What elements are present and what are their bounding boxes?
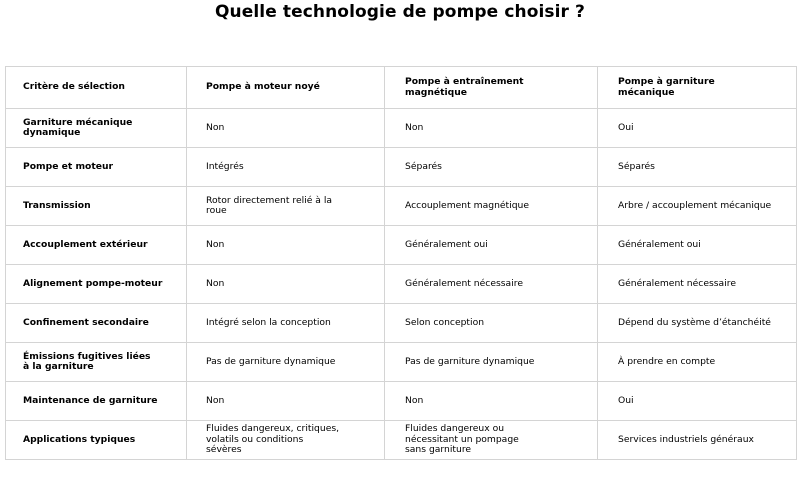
- table-cell: Pas de garniture dynamique: [187, 343, 385, 382]
- table-row: [6, 109, 797, 148]
- table-cell: Généralement nécessaire: [385, 265, 598, 304]
- table-row: [6, 226, 797, 265]
- table-cell: Arbre / accouplement mécanique: [598, 187, 797, 226]
- table-cell: Rotor directement relié à la roue: [187, 187, 385, 226]
- table-row: [6, 265, 797, 304]
- table-cell: Fluides dangereux, critiques, volatils ou conditions sévères: [187, 421, 385, 460]
- table-row: [6, 187, 797, 226]
- table-row: [6, 148, 797, 187]
- table-row: [6, 343, 797, 382]
- table-cell: Selon conception: [385, 304, 598, 343]
- table-cell: Généralement oui: [385, 226, 598, 265]
- table-cell: Séparés: [385, 148, 598, 187]
- table-cell: Oui: [598, 109, 797, 148]
- table-cell: Intégré selon la conception: [187, 304, 385, 343]
- table-cell: Services industriels généraux: [598, 421, 797, 460]
- table-cell: Intégrés: [187, 148, 385, 187]
- criterion-cell: Maintenance de garniture: [6, 382, 187, 421]
- comparison-table: [5, 66, 797, 460]
- table-cell: Pas de garniture dynamique: [385, 343, 598, 382]
- header-magnetic-drive-pump: Pompe à entraînement magnétique: [385, 67, 598, 109]
- table-header-row: [6, 67, 797, 109]
- table-cell: Non: [187, 226, 385, 265]
- table-cell: Non: [187, 265, 385, 304]
- table-cell: Non: [385, 382, 598, 421]
- table-row: [6, 382, 797, 421]
- table-cell: Non: [187, 382, 385, 421]
- table-cell: Fluides dangereux ou nécessitant un pompage sans garniture: [385, 421, 598, 460]
- table-cell: Généralement nécessaire: [598, 265, 797, 304]
- table-row: [6, 304, 797, 343]
- criterion-cell: Confinement secondaire: [6, 304, 187, 343]
- criterion-cell: Pompe et moteur: [6, 148, 187, 187]
- table-row: [6, 421, 797, 460]
- header-submerged-motor-pump: Pompe à moteur noyé: [187, 67, 385, 109]
- table-cell: Séparés: [598, 148, 797, 187]
- header-mechanical-seal-pump: Pompe à garniture mécanique: [598, 67, 797, 109]
- table-cell: Non: [187, 109, 385, 148]
- criterion-cell: Garniture mécanique dynamique: [6, 109, 187, 148]
- table-cell: Non: [385, 109, 598, 148]
- table-cell: À prendre en compte: [598, 343, 797, 382]
- header-criterion: Critère de sélection: [6, 67, 187, 109]
- criterion-cell: Transmission: [6, 187, 187, 226]
- table-cell: Dépend du système d’étanchéité: [598, 304, 797, 343]
- criterion-cell: Applications typiques: [6, 421, 187, 460]
- criterion-cell: Accouplement extérieur: [6, 226, 187, 265]
- criterion-cell: Émissions fugitives liées à la garniture: [6, 343, 187, 382]
- table-cell: Généralement oui: [598, 226, 797, 265]
- table-cell: Oui: [598, 382, 797, 421]
- page-title: Quelle technologie de pompe choisir ?: [214, 2, 586, 22]
- criterion-cell: Alignement pompe-moteur: [6, 265, 187, 304]
- table-cell: Accouplement magnétique: [385, 187, 598, 226]
